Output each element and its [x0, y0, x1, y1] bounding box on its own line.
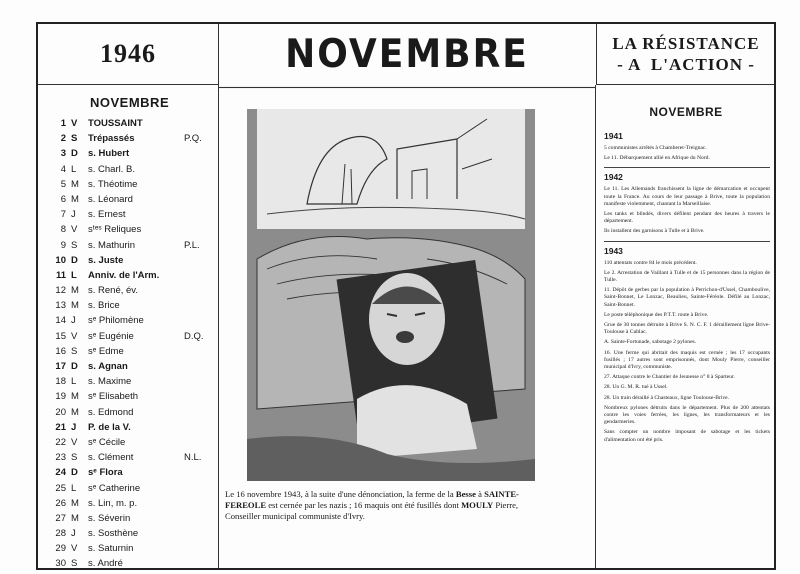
- day-of-week: J: [71, 421, 77, 433]
- event-entry: 28. Un G. M. R. tué à Ussel.: [604, 384, 668, 391]
- day-of-week: J: [71, 528, 76, 540]
- saint-name: s. Séverin: [88, 512, 131, 524]
- calendar-day-row: [38, 238, 218, 253]
- event-year: 1942: [604, 172, 623, 183]
- calendar-day-row: [38, 556, 218, 571]
- calendar-day-row: [38, 162, 218, 177]
- event-entry: Sans compter un nombre imposant de sabotage et les tickets d'alimentation ont été pris.: [604, 429, 770, 443]
- day-of-week: L: [71, 269, 77, 281]
- day-number: 22: [55, 436, 66, 448]
- saint-name: s. Agnan: [88, 361, 128, 372]
- calendar-day-row: [38, 253, 218, 268]
- calendar-day-row: [38, 283, 218, 298]
- day-number: 14: [55, 315, 66, 327]
- header: [38, 24, 774, 84]
- calendar-day-row: [38, 146, 218, 161]
- day-of-week: L: [71, 376, 77, 388]
- day-number: 3: [60, 148, 66, 160]
- saint-name: s. Sosthène: [88, 528, 139, 540]
- event-entry: Grue de 30 tonnes détruite à Brive S. N. C. F. 1 déraillement ligne Brive-Toulouse à Cublac.: [604, 322, 770, 336]
- day-of-week: M: [71, 285, 79, 297]
- event-divider: [604, 241, 770, 242]
- calendar-day-row: [38, 222, 218, 237]
- day-of-week: S: [71, 239, 78, 251]
- day-number: 19: [55, 391, 66, 403]
- caption-bold-sainte-fereole: SAINTE-FEREOLE: [225, 489, 519, 510]
- event-year-group: [604, 131, 770, 162]
- saint-name: sᵉ Cécile: [88, 436, 126, 448]
- day-number: 7: [60, 209, 66, 221]
- day-number: 18: [55, 376, 66, 388]
- caption-text-4: Pierre, Conseiller municipal communiste d'Ivry.: [225, 500, 519, 521]
- day-number: 5: [60, 178, 66, 190]
- saint-name: sᵉ Flora: [88, 467, 123, 479]
- event-year-group: [604, 246, 770, 444]
- saint-name: sᵉ Edme: [88, 345, 124, 357]
- event-entry: Le poste téléphonique des P.T.T. route à Brive.: [604, 311, 709, 318]
- saint-name: s. Maxime: [88, 376, 132, 388]
- event-entry: Le 2. Arrestation de Vaillant à Tulle et de 15 personnes dans la région de Tulle.: [604, 269, 770, 284]
- day-of-week: M: [71, 178, 79, 190]
- saint-name: s. Charl. B.: [88, 163, 135, 175]
- calendar-day-row: [38, 329, 218, 344]
- calendar-day-row: [38, 177, 218, 192]
- event-year: 1941: [604, 131, 623, 141]
- day-of-week: M: [71, 512, 79, 524]
- day-number: 23: [55, 452, 66, 464]
- caption-bold-besse: Besse: [455, 489, 476, 499]
- saint-name: s. Edmond: [88, 406, 134, 418]
- resistance-event-list: [604, 129, 770, 449]
- day-number: 28: [55, 528, 66, 540]
- day-number: 24: [55, 467, 66, 479]
- saint-name: s. Ernest: [88, 209, 126, 221]
- day-of-week: J: [71, 315, 76, 327]
- calendar-day-row: [38, 313, 218, 328]
- day-of-week: D: [71, 254, 78, 266]
- day-of-week: S: [71, 345, 78, 357]
- event-year: 1943: [604, 245, 623, 256]
- event-entry: A. Sainte-Fortunade, sabotage 2 pylones.: [604, 339, 697, 346]
- caption-bold-mouly: MOULY: [461, 500, 494, 510]
- memorial-photo: [247, 109, 535, 481]
- calendar-day-row: [38, 465, 218, 480]
- event-entry: Les tanks et blindés, divers défilent pendant des heures à travers le département.: [604, 211, 770, 225]
- day-of-week: V: [71, 224, 78, 236]
- saint-name: sᵉ Catherine: [88, 482, 141, 494]
- saint-name: sᵗᵉˢ Reliques: [88, 224, 142, 236]
- event-entry: Nombreux pylones détruits dans le département. Plus de 200 attentats contre les voies ferrées, les lignes, les transformateurs et les gendarmeries.: [604, 404, 770, 426]
- day-number: 17: [55, 361, 66, 372]
- saint-name: s. Clément: [88, 452, 134, 464]
- event-entry: 5 communistes arrêtés à Chamberet-Treignac.: [604, 145, 707, 151]
- calendar-day-row: [38, 450, 218, 465]
- calendar-day-row: [38, 192, 218, 207]
- month-title: NOVEMBRE: [219, 21, 595, 88]
- saint-name: s. Brice: [88, 300, 120, 312]
- calendar-day-row: [38, 405, 218, 420]
- day-of-week: L: [71, 163, 77, 175]
- saint-name: Anniv. de l'Arm.: [88, 269, 160, 281]
- day-of-week: L: [71, 482, 77, 494]
- event-entry: 11. Dépôt de gerbes par la population à Perrichon-d'Ussel, Chamboulive, Saint-Bonnet, Le Lonzac, Beaulieu, Sainte-Féréole. Défilé au Lonzac, Saint-Bonnet.: [604, 287, 770, 308]
- day-number: 27: [55, 512, 66, 524]
- day-number: 8: [60, 224, 66, 236]
- event-entry: 110 attentats contre 84 le mois précédent.: [604, 259, 697, 266]
- memorial-illustration: [247, 109, 535, 481]
- moon-phase: N.L.: [184, 452, 202, 464]
- saint-name: s. Léonard: [88, 193, 133, 205]
- calendar-day-row: [38, 374, 218, 389]
- caption-text-3: est cernée par les nazis ; 16 maquis ont été fusillés dont: [266, 500, 462, 510]
- photo-caption: [225, 489, 551, 522]
- moon-phase: P.Q.: [184, 133, 202, 145]
- event-divider: [604, 167, 770, 168]
- calendar-day-row: [38, 481, 218, 496]
- calendar-day-row: [38, 131, 218, 146]
- caption-text-2: à: [475, 489, 485, 499]
- day-of-week: V: [71, 436, 78, 448]
- event-entry: Ils installent des garnisons à Tulle et à Brive.: [604, 228, 705, 235]
- saint-name: s. André: [88, 558, 123, 570]
- calendar-column: [38, 85, 219, 568]
- day-number: 25: [55, 482, 66, 494]
- day-number: 13: [55, 300, 66, 312]
- day-of-week: M: [71, 406, 79, 418]
- day-of-week: D: [71, 361, 78, 372]
- saint-name: s. Théotime: [88, 178, 138, 190]
- day-of-week: M: [71, 300, 79, 312]
- saint-name: s. Lin, m. p.: [88, 497, 138, 509]
- event-entry: 27. Attaque contre le Chantier de Jeunesse n° 8 à Sparteur.: [604, 374, 735, 381]
- year-title: 1946: [38, 24, 219, 85]
- day-of-week: M: [71, 391, 79, 403]
- day-number: 11: [55, 269, 66, 281]
- day-number: 16: [55, 345, 66, 357]
- calendar-day-row: [38, 511, 218, 526]
- event-entry: 16. Une ferme qui abritait des maquis est cernée ; les 17 occupants fusillés ; 17 autres sont emprisonnés, dont Mouly Pierre, conseiller municipal d'Ivry, communiste.: [604, 349, 770, 371]
- day-number: 15: [55, 330, 66, 342]
- event-entry: Le 11. Les Allemands franchissent la ligne de démarcation et occupent toute la France. Au cours de leur passage à Brive, toute la population manifeste violemment, chantant la Marseillaise.: [604, 186, 770, 207]
- saint-name: sᵉ Philomène: [88, 315, 144, 327]
- calendar-day-row: [38, 268, 218, 283]
- day-number: 2: [60, 133, 66, 145]
- saint-name: s. Juste: [88, 254, 124, 266]
- calendar-day-row: [38, 344, 218, 359]
- day-number: 21: [55, 421, 66, 433]
- day-number: 10: [55, 254, 66, 266]
- saint-name: sᵉ Elisabeth: [88, 391, 139, 403]
- event-entry: 28. Un train déraillé à Chasteaux, ligne Toulouse-Brive.: [604, 394, 730, 401]
- calendar-heading: NOVEMBRE: [90, 95, 170, 110]
- calendar-day-row: [38, 526, 218, 541]
- saint-name: s. René, év.: [88, 285, 138, 297]
- day-of-week: M: [71, 193, 79, 205]
- day-of-week: V: [71, 330, 78, 342]
- calendar-day-row: [38, 298, 218, 313]
- day-of-week: S: [71, 558, 78, 570]
- calendar-day-row: [38, 116, 218, 131]
- calendar-day-row: [38, 541, 218, 556]
- day-number: 30: [55, 558, 66, 570]
- day-number: 26: [55, 497, 66, 509]
- moon-phase: P.L.: [184, 239, 200, 251]
- saint-name: s. Saturnin: [88, 543, 134, 555]
- day-number: 1: [60, 118, 66, 129]
- event-year-group: [604, 172, 770, 235]
- moon-phase: D.Q.: [184, 330, 204, 342]
- saint-name: P. de la V.: [88, 421, 131, 433]
- calendar-day-row: [38, 435, 218, 450]
- day-number: 20: [55, 406, 66, 418]
- day-of-week: S: [71, 452, 78, 464]
- calendar-day-row: [38, 389, 218, 404]
- day-of-week: D: [71, 148, 78, 160]
- resistance-column: [595, 85, 776, 568]
- center-column: [219, 85, 557, 568]
- day-number: 6: [60, 193, 66, 205]
- saint-name: Trépassés: [88, 133, 135, 145]
- calendar-day-row: [38, 420, 218, 435]
- saint-name: s. Hubert: [88, 148, 130, 160]
- saint-name: s. Mathurin: [88, 239, 135, 251]
- day-of-week: V: [71, 543, 78, 555]
- resistance-title-line2: - A L'ACTION -: [617, 55, 755, 74]
- event-entry: Le 11. Débarquement allié en Afrique du Nord.: [604, 155, 710, 162]
- calendar-day-row: [38, 496, 218, 511]
- day-of-week: D: [71, 467, 78, 479]
- day-of-week: V: [71, 118, 78, 129]
- day-number: 4: [60, 163, 66, 175]
- day-of-week: S: [71, 133, 78, 145]
- calendar-day-list: [38, 116, 218, 572]
- calendar-day-row: [38, 359, 218, 374]
- saint-name: sᵉ Eugénie: [88, 330, 134, 342]
- day-of-week: J: [71, 209, 76, 221]
- day-number: 29: [55, 543, 66, 555]
- caption-text-1: Le 16 novembre 1943, à la suite d'une dénonciation, la ferme de la: [225, 489, 456, 499]
- saint-name: TOUSSAINT: [88, 118, 143, 129]
- day-number: 12: [55, 285, 66, 297]
- day-of-week: M: [71, 497, 79, 509]
- resistance-heading: NOVEMBRE: [649, 105, 723, 119]
- calendar-day-row: [38, 207, 218, 222]
- resistance-title-line1: LA RÉSISTANCE: [612, 34, 760, 53]
- resistance-title: [596, 24, 775, 85]
- day-number: 9: [60, 239, 66, 251]
